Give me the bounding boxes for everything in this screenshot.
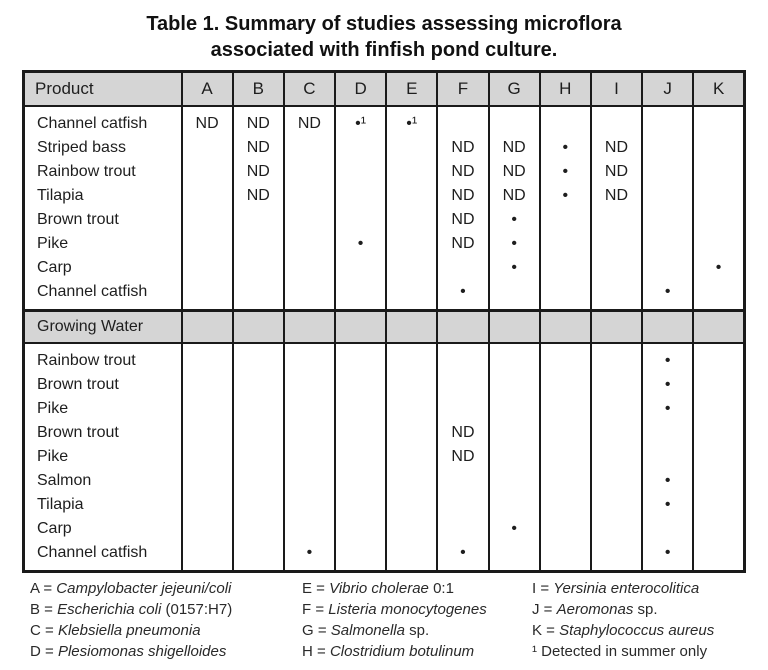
cell-C: ND [284, 106, 335, 136]
cell-B [233, 256, 284, 280]
cell-E [386, 160, 437, 184]
legend-entry-prefix: ¹ [532, 643, 542, 660]
cell-J [642, 445, 693, 469]
column-header-A: A [182, 72, 233, 107]
cell-A [182, 397, 233, 421]
cell-D [335, 397, 386, 421]
cell-A [182, 256, 233, 280]
cell-C: • [284, 541, 335, 572]
cell-D [335, 421, 386, 445]
cell-I [591, 208, 642, 232]
title-line-2: associated with finfish pond culture. [210, 39, 558, 61]
column-header-G: G [489, 72, 540, 107]
cell-H [540, 208, 591, 232]
cell-D [335, 445, 386, 469]
cell-J: • [642, 469, 693, 493]
cell-D [335, 160, 386, 184]
cell-J [642, 160, 693, 184]
cell-F [437, 373, 488, 397]
cell-A [182, 160, 233, 184]
cell-A [182, 469, 233, 493]
cell-F [437, 256, 488, 280]
cell-G [489, 343, 540, 373]
cell-J: • [642, 493, 693, 517]
legend-entry-prefix: C = [30, 622, 58, 639]
cell-D [335, 493, 386, 517]
column-header-I: I [591, 72, 642, 107]
cell-K [693, 343, 744, 373]
cell-F: ND [437, 232, 488, 256]
cell-D [335, 343, 386, 373]
cell-K [693, 136, 744, 160]
legend-entry [302, 599, 532, 620]
cell-G: • [489, 208, 540, 232]
section-header-cell-G [489, 311, 540, 344]
cell-I: ND [591, 136, 642, 160]
cell-I [591, 343, 642, 373]
cell-G [489, 373, 540, 397]
title-line-1: Table 1. Summary of studies assessing microflora [146, 13, 622, 35]
cell-B [233, 208, 284, 232]
cell-H [540, 541, 591, 572]
product-label: Channel catfish [24, 541, 182, 572]
cell-G: • [489, 232, 540, 256]
section-header-row [24, 311, 745, 344]
table-row [24, 445, 745, 469]
legend-entry-species: Staphylococcus aureus [559, 622, 715, 639]
cell-H [540, 106, 591, 136]
cell-F: ND [437, 184, 488, 208]
cell-E [386, 256, 437, 280]
cell-A [182, 541, 233, 572]
cell-B [233, 343, 284, 373]
section-header-cell-B [233, 311, 284, 344]
cell-K [693, 445, 744, 469]
cell-G [489, 469, 540, 493]
cell-K [693, 373, 744, 397]
cell-F [437, 469, 488, 493]
legend-column [302, 578, 532, 662]
cell-C [284, 136, 335, 160]
section-header-cell-A [182, 311, 233, 344]
cell-K [693, 397, 744, 421]
cell-F: • [437, 541, 488, 572]
cell-H [540, 343, 591, 373]
product-label: Striped bass [24, 136, 182, 160]
legend-entry-suffix: (0157:H7) [161, 601, 233, 618]
cell-J: • [642, 373, 693, 397]
cell-E [386, 421, 437, 445]
legend-entry-prefix: D = [30, 643, 58, 660]
cell-A [182, 445, 233, 469]
cell-C [284, 397, 335, 421]
legend-entry-species: Listeria monocytogenes [328, 601, 487, 618]
legend-entry-suffix: sp. [404, 622, 430, 639]
legend-entry [532, 578, 714, 599]
legend-entry-suffix: Detected in summer only [541, 643, 708, 660]
cell-H [540, 517, 591, 541]
cell-K [693, 106, 744, 136]
cell-E [386, 343, 437, 373]
cell-B [233, 517, 284, 541]
legend-entry-species: Escherichia coli [57, 601, 162, 618]
table-row [24, 232, 745, 256]
cell-K [693, 421, 744, 445]
cell-H [540, 280, 591, 311]
product-label: Rainbow trout [24, 160, 182, 184]
legend-entry-prefix: H = [302, 643, 330, 660]
cell-B [233, 421, 284, 445]
product-label: Brown trout [24, 208, 182, 232]
cell-F [437, 343, 488, 373]
table-row [24, 184, 745, 208]
table-row [24, 541, 745, 572]
cell-G: ND [489, 136, 540, 160]
section-header-cell-K [693, 311, 744, 344]
cell-D [335, 208, 386, 232]
cell-K [693, 469, 744, 493]
cell-E [386, 397, 437, 421]
legend-entry-species: Yersinia enterocolitica [553, 580, 700, 597]
column-header-H: H [540, 72, 591, 107]
table-row [24, 256, 745, 280]
cell-I [591, 256, 642, 280]
legend-entry-prefix: B = [30, 601, 58, 618]
cell-I [591, 493, 642, 517]
legend-entry-suffix: sp. [633, 601, 658, 618]
cell-F [437, 397, 488, 421]
cell-C [284, 517, 335, 541]
cell-E [386, 493, 437, 517]
cell-G [489, 106, 540, 136]
cell-H [540, 397, 591, 421]
cell-K [693, 517, 744, 541]
cell-D [335, 256, 386, 280]
cell-K [693, 184, 744, 208]
cell-G [489, 280, 540, 311]
cell-G [489, 541, 540, 572]
cell-D [335, 469, 386, 493]
legend-entry [30, 599, 302, 620]
cell-H [540, 232, 591, 256]
cell-B [233, 232, 284, 256]
legend-entry-species: Salmonella [330, 622, 405, 639]
cell-C [284, 493, 335, 517]
section-header-cell-D [335, 311, 386, 344]
microflora-table [22, 70, 746, 573]
column-header-D: D [335, 72, 386, 107]
cell-J [642, 136, 693, 160]
legend-entry-prefix: E = [302, 580, 330, 597]
section-header-cell-J [642, 311, 693, 344]
cell-E [386, 517, 437, 541]
table-row [24, 517, 745, 541]
legend-column [30, 578, 302, 662]
cell-D [335, 517, 386, 541]
cell-A [182, 184, 233, 208]
cell-H [540, 421, 591, 445]
cell-B [233, 397, 284, 421]
cell-D [335, 541, 386, 572]
legend-entry-prefix: G = [302, 622, 331, 639]
cell-D [335, 184, 386, 208]
product-label: Pike [24, 445, 182, 469]
product-label: Brown trout [24, 373, 182, 397]
header-row [24, 72, 745, 107]
cell-J: • [642, 343, 693, 373]
cell-K [693, 280, 744, 311]
product-label: Rainbow trout [24, 343, 182, 373]
cell-C [284, 469, 335, 493]
cell-K [693, 541, 744, 572]
table-row [24, 493, 745, 517]
cell-J: • [642, 541, 693, 572]
cell-B: ND [233, 106, 284, 136]
legend-entry-prefix: A = [30, 580, 57, 597]
cell-B [233, 469, 284, 493]
column-header-product: Product [24, 72, 182, 107]
cell-H: • [540, 136, 591, 160]
cell-C [284, 421, 335, 445]
cell-F: ND [437, 160, 488, 184]
legend-column [532, 578, 714, 662]
section-header-cell-I [591, 311, 642, 344]
cell-H [540, 469, 591, 493]
table-row [24, 160, 745, 184]
cell-J [642, 421, 693, 445]
column-header-F: F [437, 72, 488, 107]
table-row [24, 343, 745, 373]
cell-C [284, 343, 335, 373]
section-header-cell-C [284, 311, 335, 344]
column-header-J: J [642, 72, 693, 107]
legend-entry [532, 599, 714, 620]
cell-C [284, 208, 335, 232]
table-row [24, 280, 745, 311]
legend-entry [30, 620, 302, 641]
cell-B: ND [233, 160, 284, 184]
table-row [24, 136, 745, 160]
cell-F: • [437, 280, 488, 311]
cell-H [540, 493, 591, 517]
table-row [24, 373, 745, 397]
cell-C [284, 232, 335, 256]
cell-F: ND [437, 445, 488, 469]
legend-entry-species: Clostridium botulinum [329, 643, 475, 660]
cell-K: • [693, 256, 744, 280]
product-label: Tilapia [24, 493, 182, 517]
cell-D [335, 136, 386, 160]
legend-entry [302, 620, 532, 641]
cell-A [182, 493, 233, 517]
cell-A [182, 232, 233, 256]
legend-entry [302, 641, 532, 662]
section-header-label: Growing Water [24, 311, 182, 344]
cell-D [335, 373, 386, 397]
product-label: Salmon [24, 469, 182, 493]
product-label: Tilapia [24, 184, 182, 208]
cell-J: • [642, 280, 693, 311]
legend-entry [532, 620, 714, 641]
cell-J: • [642, 397, 693, 421]
cell-A [182, 136, 233, 160]
cell-C [284, 373, 335, 397]
cell-A [182, 421, 233, 445]
cell-K [693, 208, 744, 232]
cell-F [437, 517, 488, 541]
cell-E [386, 469, 437, 493]
cell-G: ND [489, 184, 540, 208]
product-label: Brown trout [24, 421, 182, 445]
cell-C [284, 184, 335, 208]
legend-entry-species: Campylobacter jejeuni/coli [56, 580, 232, 597]
cell-I [591, 106, 642, 136]
cell-E: •¹ [386, 106, 437, 136]
cell-I [591, 421, 642, 445]
cell-F: ND [437, 208, 488, 232]
legend-entry [30, 578, 302, 599]
cell-H: • [540, 184, 591, 208]
cell-B [233, 373, 284, 397]
cell-I [591, 280, 642, 311]
legend-entry-prefix: J = [532, 601, 557, 618]
cell-B [233, 493, 284, 517]
cell-G: ND [489, 160, 540, 184]
cell-J [642, 256, 693, 280]
cell-A: ND [182, 106, 233, 136]
cell-G [489, 397, 540, 421]
cell-I [591, 445, 642, 469]
column-header-K: K [693, 72, 744, 107]
cell-G: • [489, 517, 540, 541]
cell-C [284, 256, 335, 280]
cell-C [284, 280, 335, 311]
cell-I [591, 517, 642, 541]
legend-entry-species: Plesiomonas shigelloides [57, 643, 227, 660]
cell-I: ND [591, 184, 642, 208]
column-header-B: B [233, 72, 284, 107]
product-label: Carp [24, 517, 182, 541]
legend-entry-prefix: I = [532, 580, 554, 597]
legend-entry-prefix: K = [532, 622, 560, 639]
table-row [24, 397, 745, 421]
cell-A [182, 373, 233, 397]
cell-J [642, 208, 693, 232]
cell-I [591, 232, 642, 256]
section-header-cell-F [437, 311, 488, 344]
cell-E [386, 136, 437, 160]
cell-I [591, 397, 642, 421]
cell-F: ND [437, 421, 488, 445]
cell-J [642, 184, 693, 208]
product-label: Pike [24, 397, 182, 421]
cell-E [386, 445, 437, 469]
product-label: Pike [24, 232, 182, 256]
cell-E [386, 541, 437, 572]
cell-C [284, 445, 335, 469]
cell-B [233, 280, 284, 311]
section-header-cell-H [540, 311, 591, 344]
cell-E [386, 184, 437, 208]
column-header-C: C [284, 72, 335, 107]
table-row [24, 469, 745, 493]
cell-F [437, 493, 488, 517]
cell-H [540, 373, 591, 397]
legend-entry-species: Vibrio cholerae [329, 580, 429, 597]
cell-I [591, 373, 642, 397]
cell-H [540, 256, 591, 280]
legend [30, 578, 714, 662]
legend-entry [30, 641, 302, 662]
cell-J [642, 232, 693, 256]
cell-A [182, 343, 233, 373]
cell-D [335, 280, 386, 311]
table-title [0, 0, 768, 63]
cell-H: • [540, 160, 591, 184]
table-row [24, 208, 745, 232]
legend-entry [532, 641, 714, 662]
cell-K [693, 160, 744, 184]
table-row [24, 421, 745, 445]
cell-E [386, 208, 437, 232]
cell-B: ND [233, 184, 284, 208]
cell-A [182, 280, 233, 311]
legend-entry-species: Aeromonas [556, 601, 634, 618]
cell-D: •¹ [335, 106, 386, 136]
cell-K [693, 232, 744, 256]
cell-K [693, 493, 744, 517]
cell-C [284, 160, 335, 184]
cell-B [233, 445, 284, 469]
cell-F: ND [437, 136, 488, 160]
cell-F [437, 106, 488, 136]
cell-G [489, 445, 540, 469]
legend-entry-suffix: 0:1 [428, 580, 454, 597]
cell-E [386, 280, 437, 311]
product-label: Channel catfish [24, 106, 182, 136]
cell-E [386, 232, 437, 256]
legend-entry [302, 578, 532, 599]
cell-A [182, 517, 233, 541]
table-row [24, 106, 745, 136]
section-header-cell-E [386, 311, 437, 344]
cell-J [642, 517, 693, 541]
cell-G [489, 421, 540, 445]
cell-I [591, 541, 642, 572]
legend-entry-prefix: F = [302, 601, 329, 618]
cell-J [642, 106, 693, 136]
legend-entry-species: Klebsiella pneumonia [57, 622, 201, 639]
product-label: Carp [24, 256, 182, 280]
cell-B [233, 541, 284, 572]
cell-D: • [335, 232, 386, 256]
cell-H [540, 445, 591, 469]
cell-G: • [489, 256, 540, 280]
cell-E [386, 373, 437, 397]
cell-G [489, 493, 540, 517]
cell-A [182, 208, 233, 232]
cell-I: ND [591, 160, 642, 184]
cell-B: ND [233, 136, 284, 160]
cell-I [591, 469, 642, 493]
product-label: Channel catfish [24, 280, 182, 311]
column-header-E: E [386, 72, 437, 107]
